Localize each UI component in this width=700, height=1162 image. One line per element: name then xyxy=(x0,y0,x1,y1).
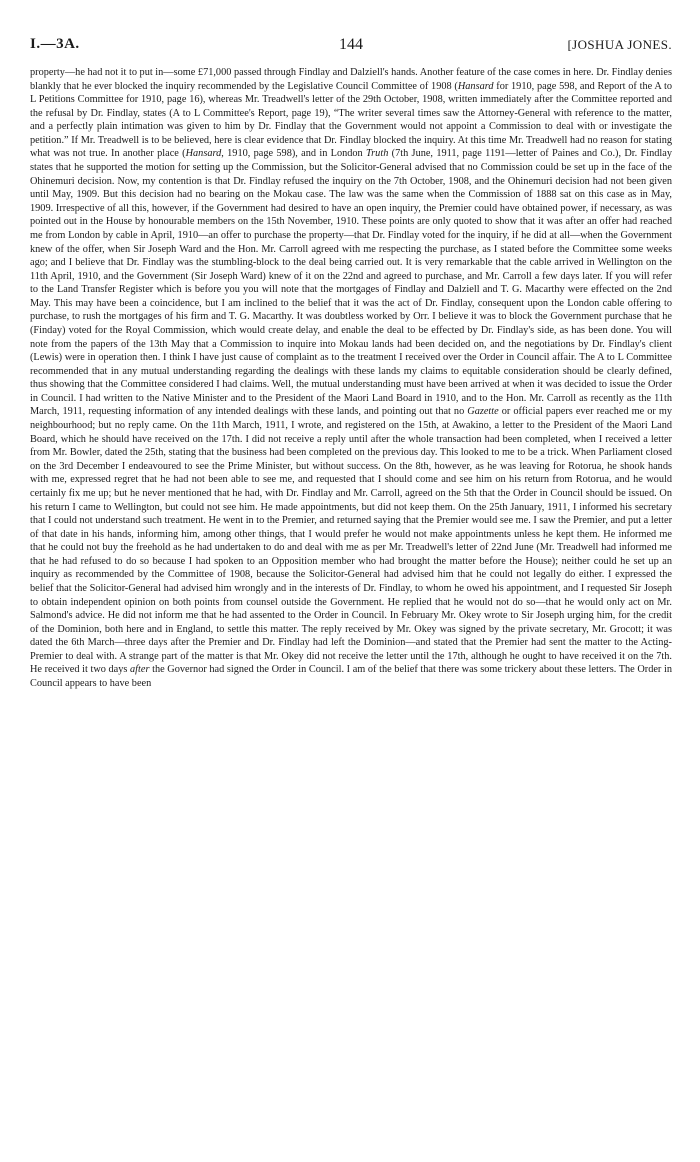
text-run: the Governor had signed the Order in Council. I am of the belief that there was some trickery about these letters. The Order in Council appears to have been xyxy=(30,664,672,690)
text-run: property—he had not it to put in—some £71,000 passed through Findlay and Dalziell's hands. Another feature of the case comes in here. Dr. Findlay denies blankly that he ever blocked the inquiry recommended by the Legislative Council Committee of 1908 ( xyxy=(30,67,672,92)
witness-name: [JOSHUA JONES. xyxy=(567,37,672,52)
page-number: 144 xyxy=(339,36,363,53)
italic-run: after xyxy=(130,664,150,676)
italic-run: Hansard xyxy=(457,80,494,92)
text-run: or official papers ever reached me or my neighbourhood; but no reply came. On the 11th March, 1911, I wrote, and registered on the 15th, at Awakino, a letter to the President of the Maori Land Board, which he should have received on the 17th. I did not receive a reply until after the whole transaction had been completed, when I received a letter from Mr. Bowler, dated the 25th, stating that the business had been completed on the previous day. This looked to me to be a trick. When Parliament closed on the 3rd December I endeavoured to see the Prime Minister, but without success. On the 8th, however, as he was leaving for Rotorua, he shook hands with me, expressed regret that he had not been able to see me, and requested that I should come and see him on his return from Rotorua, and he would certainly fix me up; but he never mentioned that he had, with Dr. Findlay and Mr. Carroll, agreed on the 5th that the Order in Council should be issued. On his return I came to Wellington, but could not see him. He made appointments, but did not keep them. On the 25th January, 1911, I informed his secretary that I could not understand such treatment. He went in to the Premier, and returned saying that the Premier would see me. I saw the Premier, and put a letter of that date in his hands, informing him, among other things, that I would prefer he would not make appointments unless he kept them. He informed me that he could not buy the freehold as he had undertaken to do and deal with me as per Mr. Treadwell's letter of 22nd June (Mr. Treadwell had informed me that he had refused to do so because I had spoken to an Opposition member who had brought the matter before the House); neither could he set up an inquiry as recommended by the Committee of 1908, because the Solicitor-General had advised him that he could not legally do either. I expressed the belief that the Solicitor-General had advised him wrongly and in the interests of Dr. Findlay, to whom he owed his appointment, and I requested Sir Joseph to obtain independent opinion on both points from counsel outside the Government. He replied that he would not do so—that he would only act on Mr. Salmond's advice. He did not inform me that he had assented to the Order in Council. In February Mr. Okey wrote to Sir Joseph urging him, for the credit of the Dominion, both here and in England, to settle this matter. The reply received by Mr. Okey was signed by the private secretary, Mr. Grocott; it was dated the 6th March—three days after the Premier and Dr. Findlay had left the Dominion—and stated that the Premier had sent the matter to the Acting-Premier to deal with. A strange part of the matter is that Mr. Okey did not receive the letter until the 17th, although he ought to have received it on the 7th. He received it two days xyxy=(30,406,672,676)
text-run: , 1910, page 598), and in London xyxy=(221,148,367,160)
italic-run: Hansard xyxy=(185,148,222,160)
text-run: (7th June, 1911, page 1191—letter of Paines and Co.), Dr. Findlay states that he supported the motion for setting up the Commission, but the Solicitor-General advised that no Commission could be set up in the face of the Ohinemuri decision. Now, my contention is that Dr. Findlay refused the inquiry on the 7th October, 1908, and the Ohinemuri decision had not been given until May, 1909. But this decision had no bearing on the Mokau case. The law was the same when the Commission of 1888 sat on this case as in May, 1909. Irrespective of all this, however, if the Government had desired to have an open inquiry, the Premier could have obtained power, if necessary, as was pointed out in the House by honourable members on the 15th November, 1910. These points are only quoted to show that it was after an offer had reached me from London by cable in April, 1910—an offer to purchase the property—that Dr. Findlay voted for the inquiry, if he did at all—when the Government knew of the offer, when Sir Joseph Ward and the Hon. Mr. Carroll agreed with me respecting the purchase, as I stated before the Committee some weeks ago; and I believe that Dr. Findlay was the stumbling-block to the deal being carried out. It is very remarkable that the cable arrived in Wellington on the 11th April, 1910, and the Government (Sir Joseph Ward) knew of it on the 22nd and agreed to purchase, and Mr. Carroll a few days later. If you will refer to the Land Transfer Register which is before you you will note that the mortgages of Findlay and Dalziell and T. G. Macarthy were effected on the 2nd May. This may have been a coincidence, but I am inclined to the belief that it was the act of Dr. Findlay, consequent upon the London cable offering to purchase, to rush the mortgages of his firm and T. G. Macarthy. It was doubtless worked by Orr. I believe it was to block the Government purchase that he (Finday) voted for the Royal Commission, which would create delay, and enable the deal to be effected by Dr. Findlay's side, as has been done. You will note from the papers of the 13th May that a Commission to inquire into Mokau lands had been decided on, and the negotiations by Dr. Findlay's client (Lewis) were in operation then. I think I have just cause of complaint as to the treatment I received over the Order in Council affair. The A to L Committee recommended that in any mutual understanding regarding the dealings with these lands my claims to equitable consideration should be clearly defined, thus showing that the Committee considered I had claims. Well, the mutual understanding must have been arrived at when it was decided to issue the Order in Council. I had written to the Native Minister and to the President of the Maori Land Board in 1910, and to the Hon. Mr. Carroll as recently as the 11th March, 1911, requesting information of any intended dealings with these lands, and pointing out that no xyxy=(30,148,672,418)
series-reference: I.—3A. xyxy=(30,36,80,52)
italic-run: Truth xyxy=(366,148,389,160)
document-page xyxy=(30,36,672,691)
italic-run: Gazette xyxy=(467,406,499,418)
body-paragraph xyxy=(30,66,672,691)
text-run: for 1910, page 598, and Report of the A to L Petitions Committee for 1910, page 16), whereas Mr. Treadwell's letter of the 29th October, 1908, written immediately after the Committee reported and the refusal by Dr. Findlay, states (A to L Committee's Report, page 19), “The writer several times saw the Attorney-General with reference to the matter, and a perfectly plain intimation was given to him by Dr. Findlay that the Government would not appoint a Commission to deal with or investigate the petition.” If Mr. Treadwell is to be believed, here is clear evidence that Dr. Findlay blocked the inquiry. At this time Mr. Treadwell had no reason for stating what was not true. In another place ( xyxy=(30,80,672,160)
page-header xyxy=(30,36,672,56)
